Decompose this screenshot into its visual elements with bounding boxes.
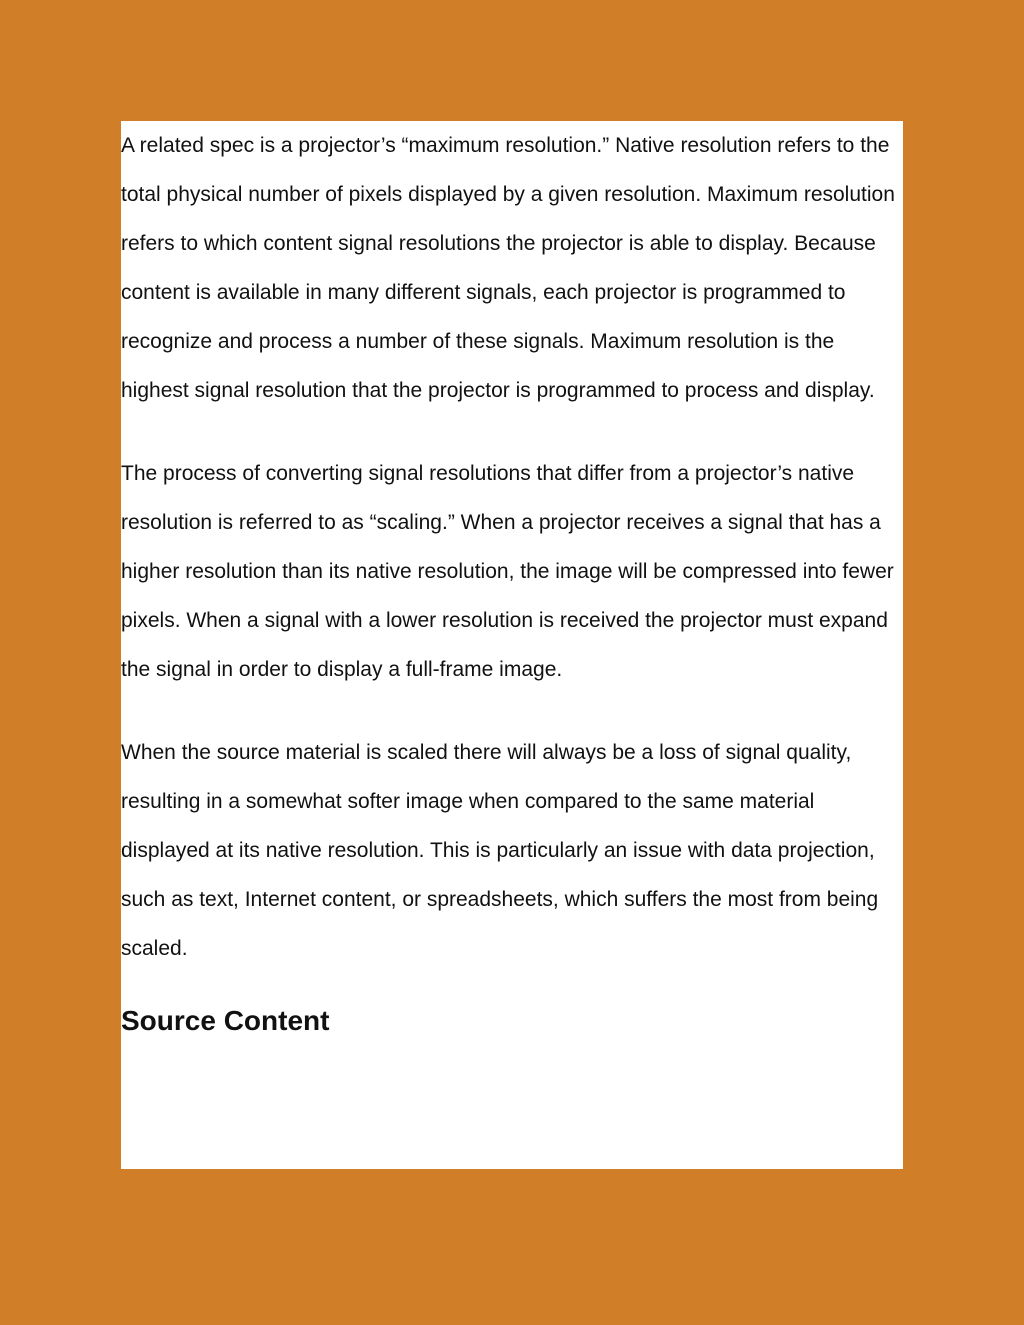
section-heading: Source Content <box>121 1005 330 1036</box>
paragraph-scaling: The process of converting signal resolutions that differ from a projector’s native resolution is referred to as “scaling.” When a projector receives a signal that has a higher resolution than its native resolution, the image will be compressed into fewer pixels. When a signal with a lower resolution is received the projector must expand the signal in order to display a full-frame image. <box>121 462 894 681</box>
document-page <box>121 121 903 1169</box>
paragraph-signal-quality: When the source material is scaled there will always be a loss of signal quality, resulting in a somewhat softer image when compared to the same material displayed at its native resolution. This is particularly an issue with data projection, such as text, Internet content, or spreadsheets, which suffers the most from being scaled. <box>121 741 879 960</box>
paragraph-maximum-resolution: A related spec is a projector’s “maximum resolution.” Native resolution refers to the total physical number of pixels displayed by a given resolution. Maximum resolution refers to which content signal resolutions the projector is able to display. Because content is available in many different signals, each projector is programmed to recognize and process a number of these signals. Maximum resolution is the highest signal resolution that the projector is programmed to process and display. <box>121 134 895 402</box>
